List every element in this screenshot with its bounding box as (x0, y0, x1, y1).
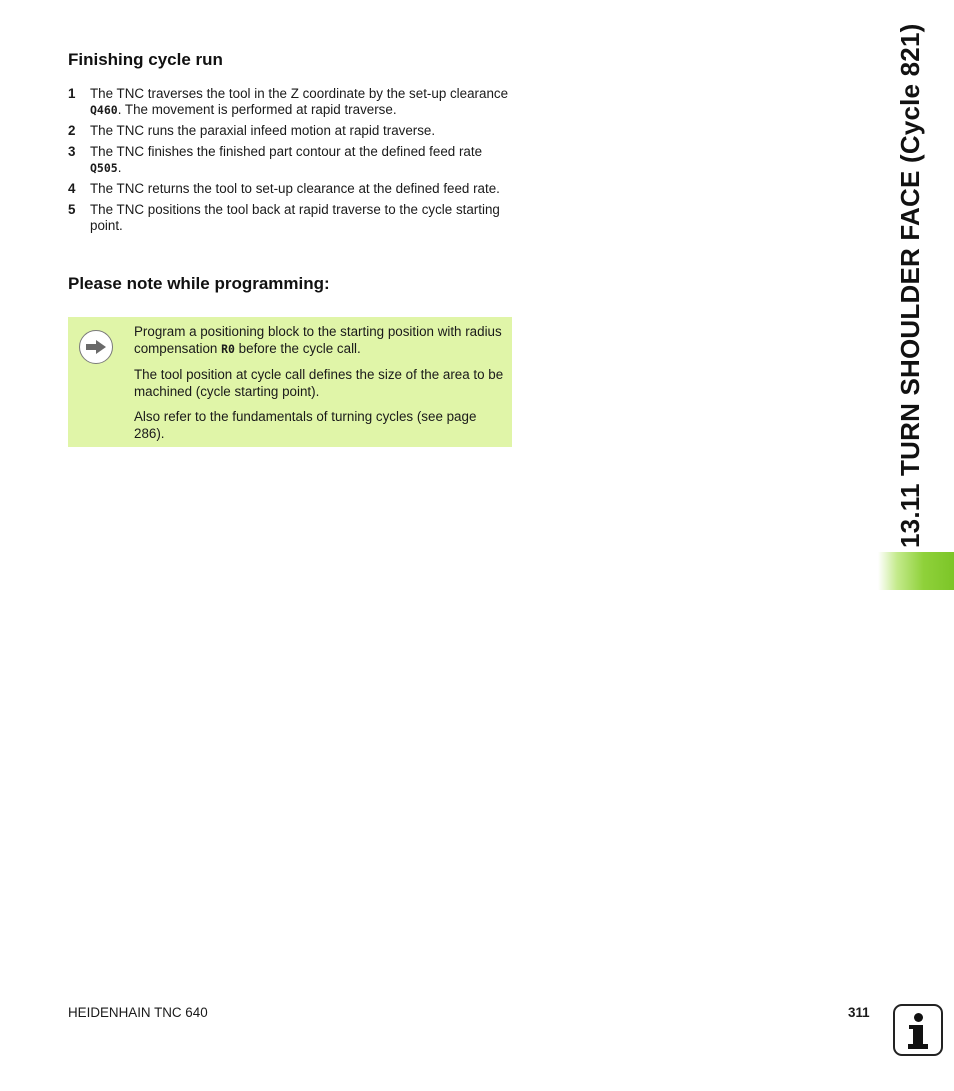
step-text: The TNC traverses the tool in the Z coordinate by the set-up clearance (90, 86, 509, 101)
step-text-end: . (117, 160, 122, 175)
list-item (68, 202, 513, 234)
note-content (134, 323, 506, 450)
parameter-code: Q505 (90, 161, 118, 175)
step-text-end: . The movement is performed at rapid traverse. (117, 102, 397, 117)
step-number: 3 (68, 144, 76, 159)
arrow-right-icon (79, 330, 113, 364)
section-heading-please-note: Please note while programming: (68, 274, 330, 293)
programming-note-box (68, 317, 512, 447)
note-paragraph (134, 323, 506, 358)
parameter-code: R0 (221, 342, 235, 356)
section-heading-finishing-cycle-run: Finishing cycle run (68, 50, 223, 69)
list-item (68, 144, 513, 176)
list-item (68, 123, 513, 139)
list-item (68, 86, 513, 118)
finishing-steps-list (68, 86, 513, 239)
step-number: 1 (68, 86, 76, 101)
note-text: Program a positioning block to the starting position with radius compensation (134, 324, 502, 356)
list-item (68, 181, 513, 197)
step-text: The TNC positions the tool back at rapid traverse to the cycle starting point. (90, 202, 500, 233)
step-number: 5 (68, 202, 76, 217)
info-icon (893, 1004, 943, 1056)
page-number: 311 (848, 1005, 870, 1020)
chapter-side-title: 13.11 TURN SHOULDER FACE (Cycle 821) (895, 23, 925, 548)
step-text: The TNC returns the tool to set-up clearance at the defined feed rate. (90, 181, 500, 196)
note-paragraph: The tool position at cycle call defines the size of the area to be machined (cycle starting point). (134, 367, 504, 399)
parameter-code: Q460 (90, 103, 118, 117)
note-paragraph: Also refer to the fundamentals of turning cycles (see page 286). (134, 409, 477, 441)
note-text-end: before the cycle call. (234, 341, 361, 356)
step-number: 4 (68, 181, 76, 196)
step-number: 2 (68, 123, 76, 138)
step-text: The TNC runs the paraxial infeed motion at rapid traverse. (90, 123, 436, 138)
chapter-tab-marker (878, 552, 954, 590)
footer-product-name: HEIDENHAIN TNC 640 (68, 1005, 208, 1020)
step-text: The TNC finishes the finished part contour at the defined feed rate (90, 144, 483, 159)
